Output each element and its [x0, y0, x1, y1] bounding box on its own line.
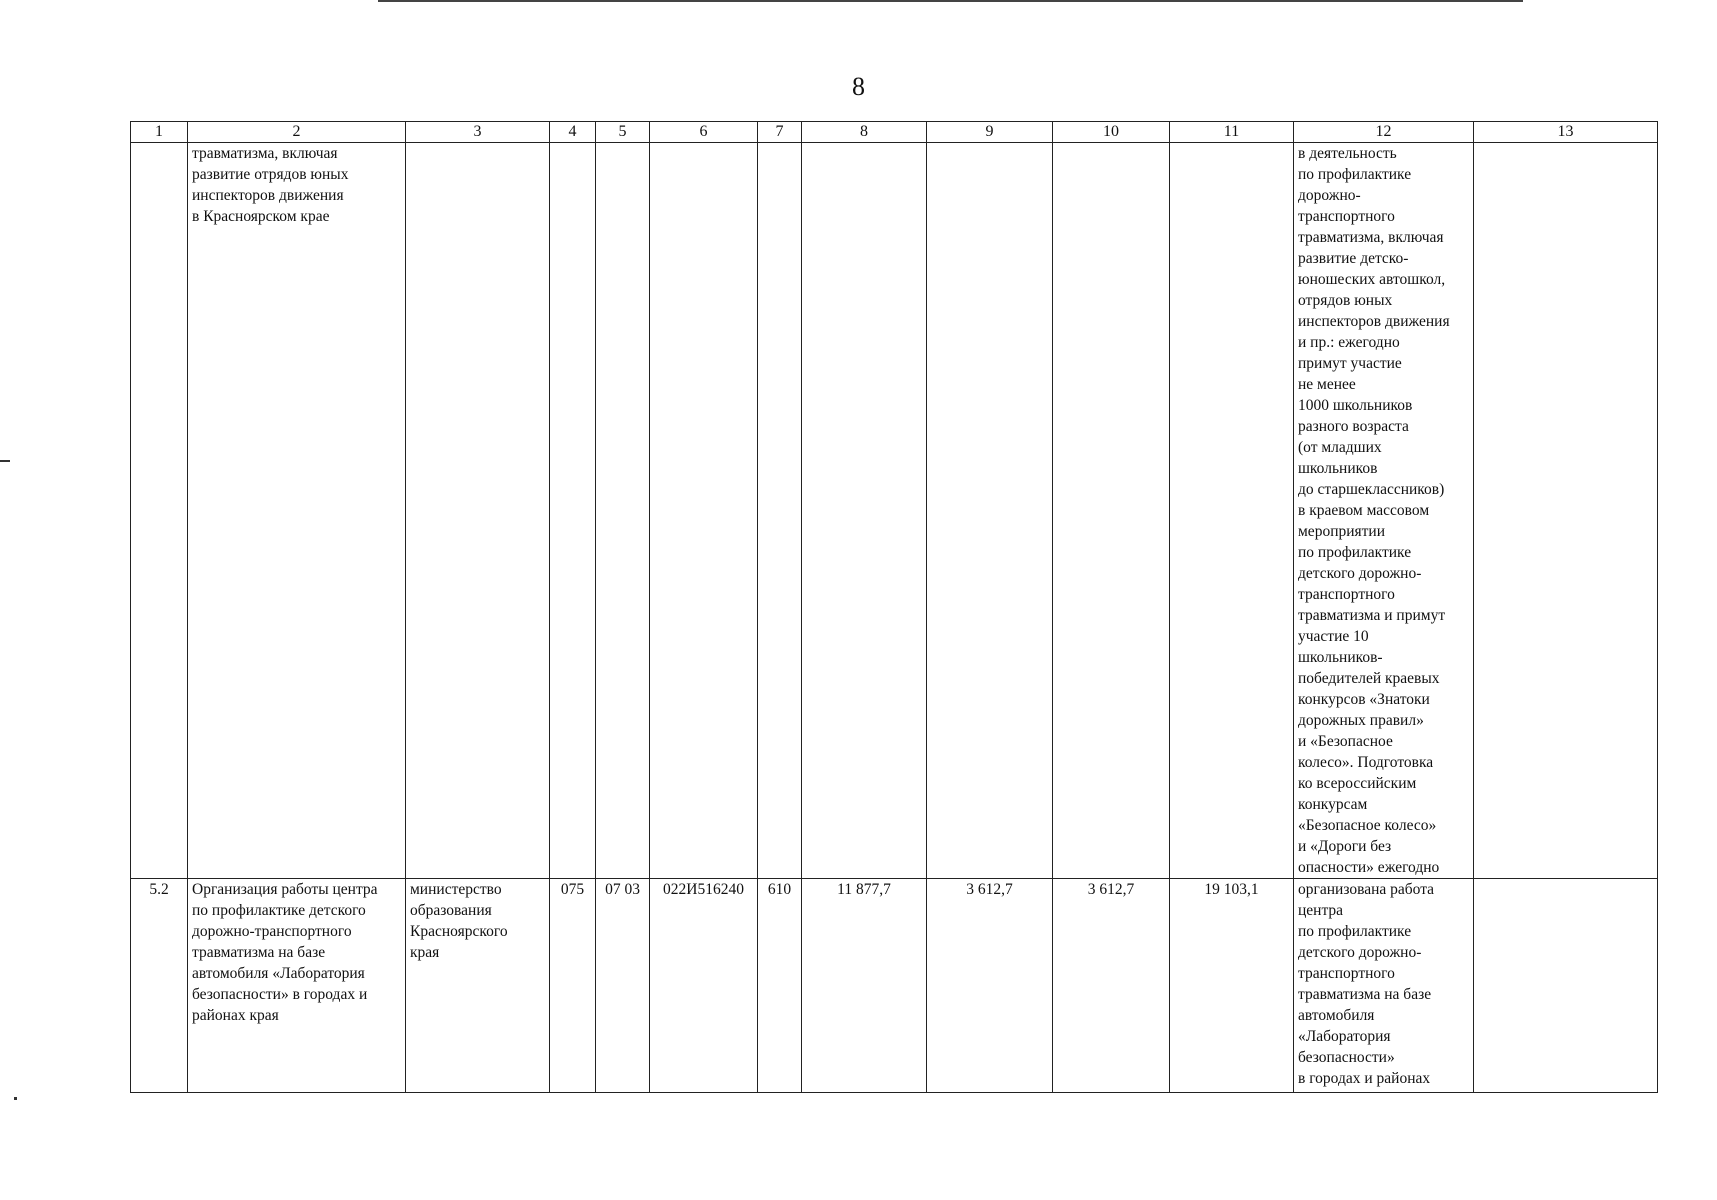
row-number-cell — [131, 143, 188, 879]
header-row — [131, 122, 1658, 143]
header-cell: 3 — [406, 122, 550, 143]
header-cell: 7 — [758, 122, 802, 143]
amount-cell-2: 3 612,7 — [927, 879, 1053, 1093]
table-row — [131, 879, 1658, 1093]
section-code-cell — [596, 143, 650, 879]
target-article-cell: 022И516240 — [650, 879, 758, 1093]
activity-name-cell: Организация работы центра по профилактике детского дорожно-транспортного травматизма на базе автомобиля «Лаборатория безопасности» в городах и районах края — [188, 879, 406, 1093]
header-cell: 6 — [650, 122, 758, 143]
header-cell: 11 — [1170, 122, 1294, 143]
amount-total-cell: 19 103,1 — [1170, 879, 1294, 1093]
note-cell — [1474, 879, 1658, 1093]
target-article-cell — [650, 143, 758, 879]
header-cell: 10 — [1053, 122, 1170, 143]
budget-table — [130, 121, 1658, 1093]
header-cell: 5 — [596, 122, 650, 143]
amount-cell-3 — [1053, 143, 1170, 879]
grbs-code-cell — [550, 143, 596, 879]
top-scan-line — [378, 0, 1523, 2]
grbs-code-cell: 075 — [550, 879, 596, 1093]
expected-result-cell: в деятельность по профилактике дорожно- транспортного травматизма, включая развитие детско- юношеских автошкол, отрядов юных инспекторов движения и пр.: ежегодно примут участие не менее 1000 школьников разного возраста (от младших школьников до старшеклассников) в краевом массовом мероприятии по профилактике детского дорожно- транспортного травматизма и примут участие 10 школьников- победителей краевых конкурсов «Знатоки дорожных правил» и «Безопасное колесо». Подготовка ко всероссийским конкурсам «Безопасное колесо» и «Дороги без опасности» ежегодно — [1294, 143, 1474, 879]
expected-result-cell: организована работа центра по профилактике детского дорожно- транспортного травматизма на базе автомобиля «Лаборатория безопасности» в городах и районах — [1294, 879, 1474, 1093]
header-cell: 9 — [927, 122, 1053, 143]
amount-cell-1: 11 877,7 — [802, 879, 927, 1093]
table-row — [131, 143, 1658, 879]
header-cell: 2 — [188, 122, 406, 143]
scan-mark — [14, 1097, 17, 1100]
header-cell: 1 — [131, 122, 188, 143]
responsible-cell — [406, 143, 550, 879]
header-cell: 12 — [1294, 122, 1474, 143]
header-cell: 4 — [550, 122, 596, 143]
header-cell: 13 — [1474, 122, 1658, 143]
section-code-cell: 07 03 — [596, 879, 650, 1093]
row-number-cell: 5.2 — [131, 879, 188, 1093]
amount-cell-1 — [802, 143, 927, 879]
expense-type-cell — [758, 143, 802, 879]
amount-total-cell — [1170, 143, 1294, 879]
header-cell: 8 — [802, 122, 927, 143]
expense-type-cell: 610 — [758, 879, 802, 1093]
amount-cell-2 — [927, 143, 1053, 879]
note-cell — [1474, 143, 1658, 879]
responsible-cell: министерство образования Красноярского края — [406, 879, 550, 1093]
scan-mark — [0, 460, 10, 462]
activity-name-cell: травматизма, включая развитие отрядов юных инспекторов движения в Красноярском крае — [188, 143, 406, 879]
page-number: 8 — [852, 72, 865, 101]
amount-cell-3: 3 612,7 — [1053, 879, 1170, 1093]
